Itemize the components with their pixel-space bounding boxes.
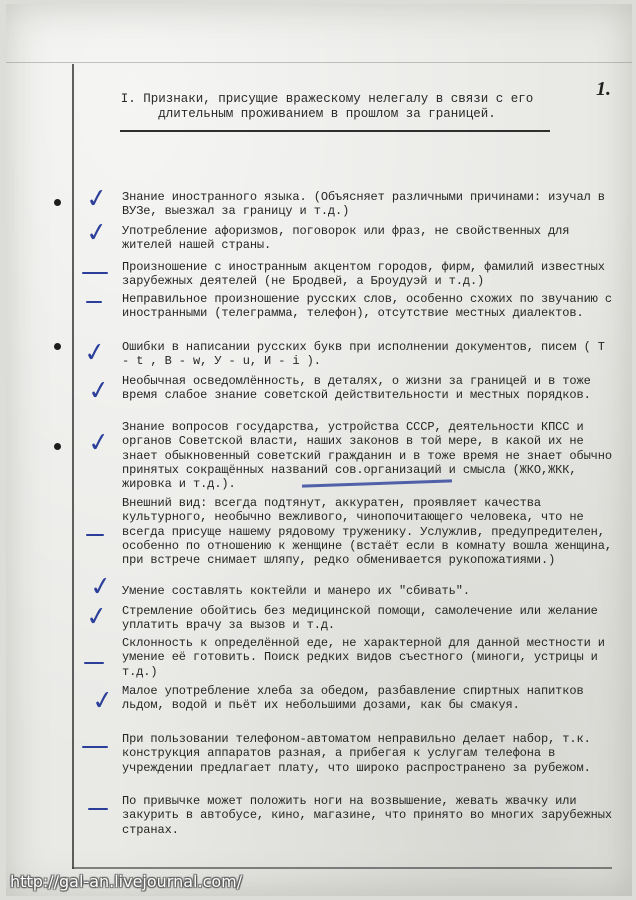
- heading-underline: [120, 130, 550, 132]
- list-item: Неправильное произношение русских слов, особенно схожих по звучанию с иностранными (телеграмма, телефон), отсутствие местных диалектов.: [122, 292, 612, 321]
- pen-dash-icon: [84, 662, 104, 664]
- list-item: Необычная осведомлённость, в деталях, о жизни за границей и в тоже время слабое знание советской действительности и местных порядков.: [122, 374, 591, 403]
- fold-line: [6, 62, 632, 63]
- list-item: По привычке может положить ноги на возвышение, жевать жвачку или закурить в автобусе, кино, магазине, что принято во многих зарубежных странах.: [122, 794, 612, 837]
- pen-check-icon: ✓: [86, 426, 112, 460]
- page-number: 1.: [596, 78, 611, 100]
- list-item: Внешний вид: всегда подтянут, аккуратен, проявляет качества культурного, необычно вежливого, чинопочитающего человека, что не всегда присуще нашему рядовому труженику. Услужлив, предупредителен, особенно по отношению к женщине (встаёт если в комнату вошла женщина, при встрече снимает шляпу, редко обменивается рукопожатиями.): [122, 496, 612, 568]
- pen-check-icon: ✓: [84, 216, 110, 250]
- pen-dash-icon: [86, 534, 104, 536]
- watermark-url: http://gal-an.livejournal.com/: [10, 872, 243, 891]
- pen-check-icon: ✓: [84, 182, 110, 216]
- list-item: Произношение с иностранным акцентом городов, фирм, фамилий известных зарубежных деятелей (не Бродвей, а Броудуэй и т.д.): [122, 260, 605, 289]
- list-item: Ошибки в написании русских букв при исполнении документов, писем ( Т - t , В - w, У - u, И - i ).: [122, 340, 605, 369]
- bottom-line: [72, 867, 612, 869]
- pen-check-icon: ✓: [86, 374, 112, 408]
- bullet-dot: [54, 199, 61, 206]
- margin-line: [72, 64, 74, 869]
- list-item: Знание иностранного языка. (Объясняет различными причинами: изучал в ВУЗе, выезжал за границу и т.д.): [122, 190, 605, 219]
- list-item: Склонность к определённой еде, не характерной для данной местности и умение её готовить. Поиск редких видов съестного (миноги, устрицы и т.д.): [122, 636, 605, 679]
- pen-check-icon: ✓: [82, 336, 108, 370]
- section-heading: I. Признаки, присущие вражескому нелегалу в связи с его длительным проживанием в прошлом за границей.: [120, 92, 534, 121]
- pen-dash-icon: [88, 808, 108, 810]
- pen-dash-icon: [86, 301, 102, 303]
- list-item: Умение составлять коктейли и манеро их "сбивать".: [122, 584, 470, 598]
- bullet-dot: [54, 343, 61, 350]
- list-item: При пользовании телефоном-автоматом неправильно делает набор, т.к. конструкция аппаратов разная, а прибегая к услугам телефона в учреждении предлагает плату, что широко распространено за рубежом.: [122, 732, 591, 775]
- list-item: Знание вопросов государства, устройства СССР, деятельности КПСС и органов Советской власти, наших законов в той мере, в какой их не знает обыкновенный советский гражданин и в тоже время не знает обычно принятых сокращённых названий сов.организаций и смысла (ЖКО,ЖКК, жировка и т.д.).: [122, 420, 612, 492]
- pen-dash-icon: [82, 272, 108, 274]
- list-item: Стремление обойтись без медицинской помощи, самолечение или желание уплатить врачу за вызов и т.д.: [122, 604, 598, 633]
- pen-check-icon: ✓: [84, 600, 110, 634]
- bullet-dot: [54, 443, 61, 450]
- pen-dash-icon: [82, 746, 108, 748]
- pen-check-icon: ✓: [88, 570, 114, 604]
- list-item: Употребление афоризмов, поговорок или фраз, не свойственных для жителей нашей страны.: [122, 224, 570, 253]
- pen-check-icon: ✓: [90, 684, 116, 718]
- list-item: Малое употребление хлеба за обедом, разбавление спиртных напитков льдом, водой и пьёт их небольшими дозами, как бы смакуя.: [122, 684, 584, 713]
